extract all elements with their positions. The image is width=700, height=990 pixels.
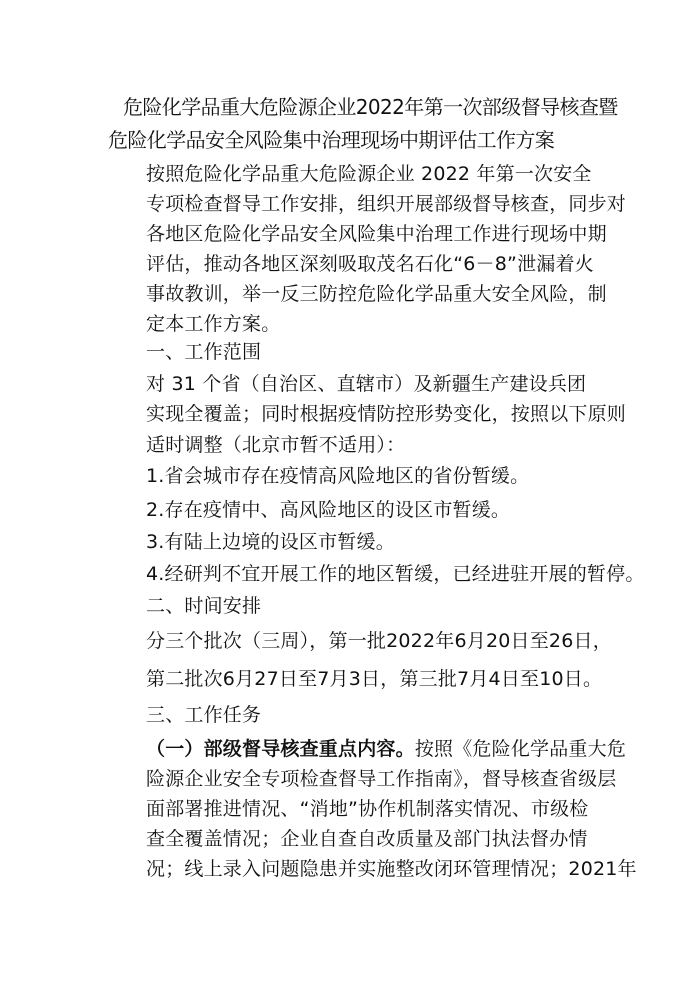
section1-line-3: 适时调整（北京市暂不适用）： [146, 434, 406, 456]
section3-line-4: 况；线上录入问题隐患并实施整改闭环管理情况；2021年 [146, 858, 637, 880]
section1-line-2: 实现全覆盖；同时根据疫情防控形势变化，按照以下原则 [146, 403, 627, 425]
section1-item-3: 3.有陆上边境的设区市暂缓。 [146, 531, 395, 553]
section3-line-2: 面部署推进情况、“消地”协作机制落实情况、市级检 [146, 798, 589, 820]
section2-line-2: 第二批次6月27日至7月3日，第三批7月4日至10日。 [146, 668, 603, 690]
title-line-2: 危险化学品安全风险集中治理现场中期评估工作方案 [108, 128, 555, 152]
section1-item-1: 1.省会城市存在疫情高风险地区的省份暂缓。 [146, 465, 530, 487]
subsection-1-text: 按照《危险化学品重大危 [414, 738, 627, 760]
intro-line-5: 事故教训，举一反三防控危险化学品重大安全风险，制 [146, 283, 607, 305]
intro-line-3: 各地区危险化学品安全风险集中治理工作进行现场中期 [146, 223, 607, 245]
subsection-1-title: （一）部级督导核查重点内容。 [146, 738, 415, 760]
section1-heading: 一、工作范围 [146, 341, 262, 363]
title-line-1: 危险化学品重大危险源企业2022年第一次部级督导核查暨 [123, 95, 618, 119]
section1-item-2: 2.存在疫情中、高风险地区的设区市暂缓。 [146, 499, 511, 521]
intro-line-1: 按照危险化学品重大危险源企业 2022 年第一次安全 [146, 163, 592, 185]
section2-line-1: 分三个批次（三周），第一批2022年6月20日至26日， [146, 630, 612, 652]
section3-line-3: 查全覆盖情况；企业自查自改质量及部门执法督办情 [146, 828, 588, 850]
section2-heading: 二、时间安排 [146, 595, 262, 617]
intro-line-4: 评估，推动各地区深刻吸取茂名石化“6－8”泄漏着火 [146, 253, 594, 275]
intro-line-6: 定本工作方案。 [146, 313, 281, 335]
section3-line-1: 险源企业安全专项检查督导工作指南》，督导核查省级层 [146, 768, 617, 790]
intro-line-2: 专项检查督导工作安排，组织开展部级督导核查，同步对 [146, 193, 627, 215]
section3-heading: 三、工作任务 [146, 704, 262, 726]
section1-item-4: 4.经研判不宜开展工作的地区暂缓，已经进驻开展的暂停。 [146, 563, 645, 585]
section1-line-1: 对 31 个省（自治区、直辖市）及新疆生产建设兵团 [146, 373, 587, 395]
section3-subsection-1 [146, 740, 626, 759]
